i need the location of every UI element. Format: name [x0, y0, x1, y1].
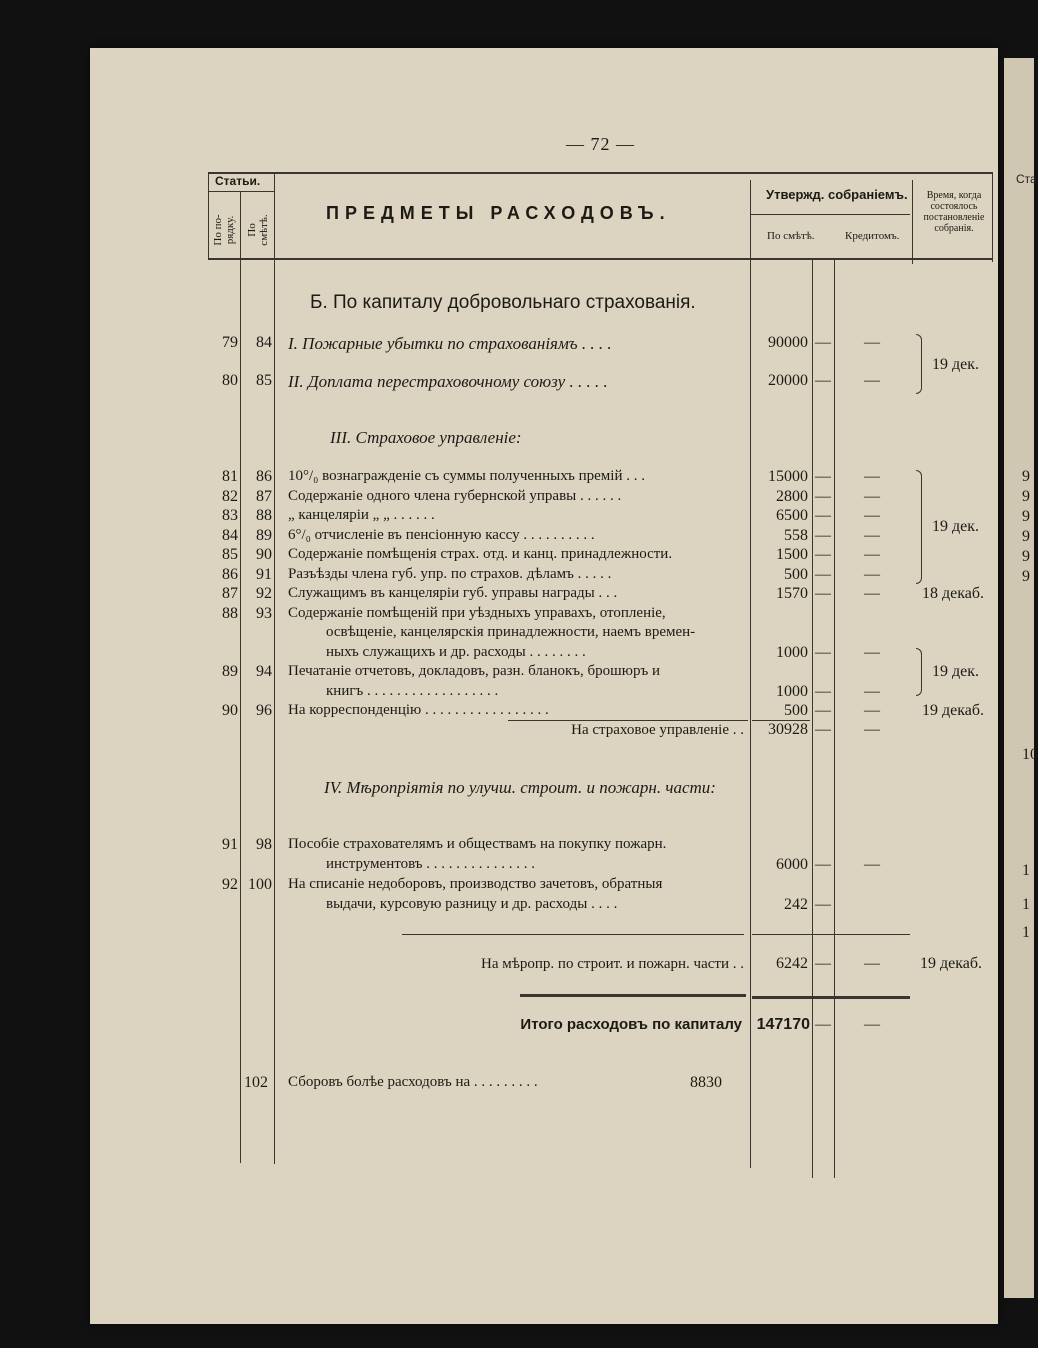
- subtotal-iii-dash2: —: [864, 721, 880, 738]
- row-text: освѣщеніе, канцелярскія принадлежности, наемъ времен-: [326, 624, 696, 640]
- statyi-header: Статьи.: [215, 174, 261, 188]
- utverzhd-header: Утвержд. собраніемъ.: [766, 187, 908, 202]
- row-dash-1: —: [815, 526, 831, 544]
- row-amount: 90000: [768, 334, 808, 351]
- row-article: 87: [256, 487, 272, 505]
- row-amount: 1570: [776, 585, 808, 602]
- subtotal-iv-label: На мѣропр. по строит. и пожарн. части . .: [481, 956, 744, 972]
- row-dash-1: —: [815, 372, 831, 389]
- row-amount: 1000: [776, 643, 808, 661]
- row-article: 88: [256, 507, 272, 524]
- row-dash-2: —: [864, 682, 880, 700]
- row-text: 6°/₀ отчисленіе въ пенсіонную кассу . . . . . . . . . .: [288, 526, 595, 543]
- section-b-title: Б. По капиталу добровольнаго страхованія.: [310, 292, 696, 313]
- row-number: 83: [222, 507, 238, 524]
- total-dash2: —: [864, 1016, 880, 1033]
- row-text: Печатаніе отчетовъ, докладовъ, разн. бланокъ, брошюръ и: [288, 663, 660, 679]
- surplus-article: 102: [244, 1074, 268, 1091]
- row-text: I. Пожарные убытки по страхованіямъ . . . .: [288, 334, 612, 353]
- vline-col4: [812, 258, 813, 1178]
- row-text: Пособіе страхователямъ и обществамъ на покупку пожарн.: [288, 836, 667, 852]
- subtotal-iv-dash1: —: [815, 955, 831, 972]
- row-text: Служащимъ въ канцеляріи губ. управы награды . . .: [288, 585, 618, 601]
- subtotal-iv-dash2: —: [864, 955, 880, 972]
- next-page-fragment: 9: [1022, 568, 1030, 585]
- row-dash-1: —: [815, 546, 831, 563]
- row-amount: 558: [784, 526, 808, 544]
- row-dash-1: —: [815, 643, 831, 661]
- next-page-fragment: 9: [1022, 548, 1030, 565]
- subtotal-iii-label: На страховое управленіе . .: [571, 722, 744, 738]
- row-number: 84: [222, 526, 238, 544]
- row-dash-2: —: [864, 643, 880, 661]
- row-number: 81: [222, 468, 238, 485]
- row-text: На корреспонденцію . . . . . . . . . . . . . . . . .: [288, 702, 549, 718]
- subtotal-iv-amount: 6242: [776, 955, 808, 972]
- next-page-fragment: 1: [1022, 896, 1030, 913]
- page-number: — 72 —: [566, 134, 635, 154]
- row-amount: 1000: [776, 682, 808, 700]
- vremya-header: Время, когда состоялось постановленіе собранія.: [923, 190, 985, 234]
- date-3: 18 декаб.: [922, 585, 985, 602]
- row-amount: 15000: [768, 468, 808, 485]
- row-article: 85: [256, 372, 272, 389]
- kreditom-header: Кредитомъ.: [845, 230, 900, 242]
- total-amount: 147170: [756, 1016, 810, 1033]
- total-label: Итого расходовъ по капиталу: [520, 1016, 742, 1033]
- next-page-fragment: 10: [1022, 746, 1038, 763]
- row-dash-1: —: [815, 585, 831, 602]
- subtotal-iv-rule: [402, 934, 744, 935]
- next-page-edge: [1004, 58, 1034, 1298]
- row-number: 91: [222, 836, 238, 853]
- row-article: 92: [256, 585, 272, 602]
- total-dash1: —: [815, 1016, 831, 1033]
- row-dash-2: —: [864, 585, 880, 602]
- date-1: 19 дек.: [932, 356, 980, 373]
- header-bottom-rule: [208, 258, 992, 260]
- row-dash-2: —: [864, 487, 880, 505]
- row-article: 89: [256, 526, 272, 544]
- row-dash-2: —: [864, 565, 880, 583]
- row-article: 93: [256, 604, 272, 622]
- row-article: 84: [256, 334, 272, 351]
- row-dash-2: —: [864, 526, 880, 544]
- row-dash-1: —: [815, 856, 831, 873]
- subtotal-iv-date: 19 декаб.: [920, 955, 983, 972]
- row-dash-2: —: [864, 507, 880, 524]
- surplus-label: Сборовъ болѣе расходовъ на . . . . . . . . .: [288, 1074, 538, 1090]
- row-text: ныхъ служащихъ и др. расходы . . . . . . . .: [326, 643, 586, 660]
- next-page-fragment: 1: [1022, 924, 1030, 941]
- row-text: инструментовъ . . . . . . . . . . . . . . .: [326, 856, 536, 872]
- row-number: 79: [222, 334, 238, 351]
- row-dash-2: —: [864, 702, 880, 719]
- row-amount: 2800: [776, 487, 808, 505]
- row-text: выдачи, курсовую разницу и др. расходы . . . .: [326, 896, 618, 912]
- section-iii-title: III. Страховое управленіе:: [330, 428, 522, 447]
- row-article: 91: [256, 565, 272, 583]
- date-5: 19 декаб.: [922, 702, 985, 719]
- row-dash-1: —: [815, 565, 831, 583]
- section-iv-title: IV. Мѣропріятія по улучш. строит. и пожарн. части:: [324, 778, 716, 797]
- row-number: 90: [222, 702, 238, 719]
- po-poryadku-header: По по- рядку.: [212, 214, 236, 246]
- brace-2: [916, 470, 922, 584]
- row-article: 90: [256, 546, 272, 563]
- next-page-fragment: 1: [1022, 862, 1030, 879]
- row-article: 96: [256, 702, 272, 719]
- po-smete-header: По смѣтѣ.: [767, 230, 815, 242]
- vline-col6: [912, 180, 913, 264]
- row-dash-1: —: [815, 682, 831, 700]
- po-smete-col-header: По смѣтѣ.: [246, 214, 270, 246]
- row-amount: 1500: [776, 546, 808, 563]
- total-amount-rule: [752, 996, 910, 999]
- next-page-header: Ста: [1016, 172, 1037, 186]
- row-dash-1: —: [815, 334, 831, 351]
- row-text: II. Доплата перестраховочному союзу . . . . .: [288, 372, 608, 391]
- subtotal-iii-rule: [508, 720, 748, 721]
- row-dash-2: —: [864, 334, 880, 351]
- row-dash-1: —: [815, 896, 831, 913]
- row-amount: 6500: [776, 507, 808, 524]
- surplus-amount: 8830: [690, 1074, 722, 1091]
- next-page-fragment: 9: [1022, 528, 1030, 545]
- row-dash-2: —: [864, 546, 880, 563]
- row-text: книгъ . . . . . . . . . . . . . . . . . .: [326, 682, 499, 699]
- utverzhd-rule: [750, 214, 910, 215]
- row-text: „ канцеляріи „ „ . . . . . .: [288, 507, 435, 523]
- brace-1: [916, 334, 922, 394]
- row-amount: 6000: [776, 856, 808, 873]
- vline-right: [992, 172, 993, 262]
- vline-col2: [274, 172, 275, 1164]
- row-number: 88: [222, 604, 238, 622]
- row-text: Содержаніе одного члена губернской управы . . . . . .: [288, 487, 622, 504]
- row-number: 82: [222, 487, 238, 505]
- vline-left: [208, 172, 209, 258]
- row-number: 87: [222, 585, 238, 602]
- statyi-rule: [208, 191, 274, 192]
- subtotal-iii-amount: 30928: [768, 721, 808, 738]
- table-title: ПРЕДМЕТЫ РАСХОДОВЪ.: [326, 203, 671, 223]
- row-amount: 500: [784, 565, 808, 583]
- date-2: 19 дек.: [932, 518, 980, 535]
- next-page-fragment: 9: [1022, 508, 1030, 525]
- row-number: 92: [222, 876, 238, 893]
- date-4: 19 дек.: [932, 663, 980, 680]
- total-rule: [520, 994, 746, 997]
- row-dash-1: —: [815, 487, 831, 505]
- row-article: 94: [256, 663, 272, 680]
- row-text: Разъѣзды члена губ. упр. по страхов. дѣламъ . . . . .: [288, 565, 612, 582]
- table-top-rule: [208, 172, 992, 174]
- row-amount: 20000: [768, 372, 808, 389]
- row-text: 10°/₀ вознагражденіе съ суммы полученныхъ премій . . .: [288, 468, 645, 484]
- row-number: 89: [222, 663, 238, 680]
- row-amount: 500: [784, 702, 808, 719]
- row-amount: 242: [784, 896, 808, 913]
- row-number: 80: [222, 372, 238, 389]
- next-page-fragment: 9: [1022, 488, 1030, 505]
- row-dash-1: —: [815, 507, 831, 524]
- next-page-fragment: 9: [1022, 468, 1030, 485]
- row-dash-1: —: [815, 468, 831, 485]
- row-text: Содержаніе помѣщеній при уѣздныхъ управахъ, отопленіе,: [288, 604, 666, 621]
- row-dash-2: —: [864, 856, 880, 873]
- row-article: 98: [256, 836, 272, 853]
- row-dash-2: —: [864, 468, 880, 485]
- row-text: Содержаніе помѣщенія страх. отд. и канц. принадлежности.: [288, 546, 673, 562]
- subtotal-iii-dash1: —: [815, 721, 831, 738]
- row-article: 86: [256, 468, 272, 485]
- row-dash-1: —: [815, 702, 831, 719]
- vline-col3: [750, 180, 751, 1168]
- row-dash-2: —: [864, 372, 880, 389]
- row-article: 100: [248, 876, 272, 893]
- subtotal-iv-amount-rule: [752, 934, 910, 935]
- row-text: На списаніе недоборовъ, производство зачетовъ, обратныя: [288, 876, 663, 892]
- vline-col1: [240, 191, 241, 1163]
- brace-3: [916, 648, 922, 696]
- vline-col5: [834, 258, 835, 1178]
- row-number: 85: [222, 546, 238, 563]
- row-number: 86: [222, 565, 238, 583]
